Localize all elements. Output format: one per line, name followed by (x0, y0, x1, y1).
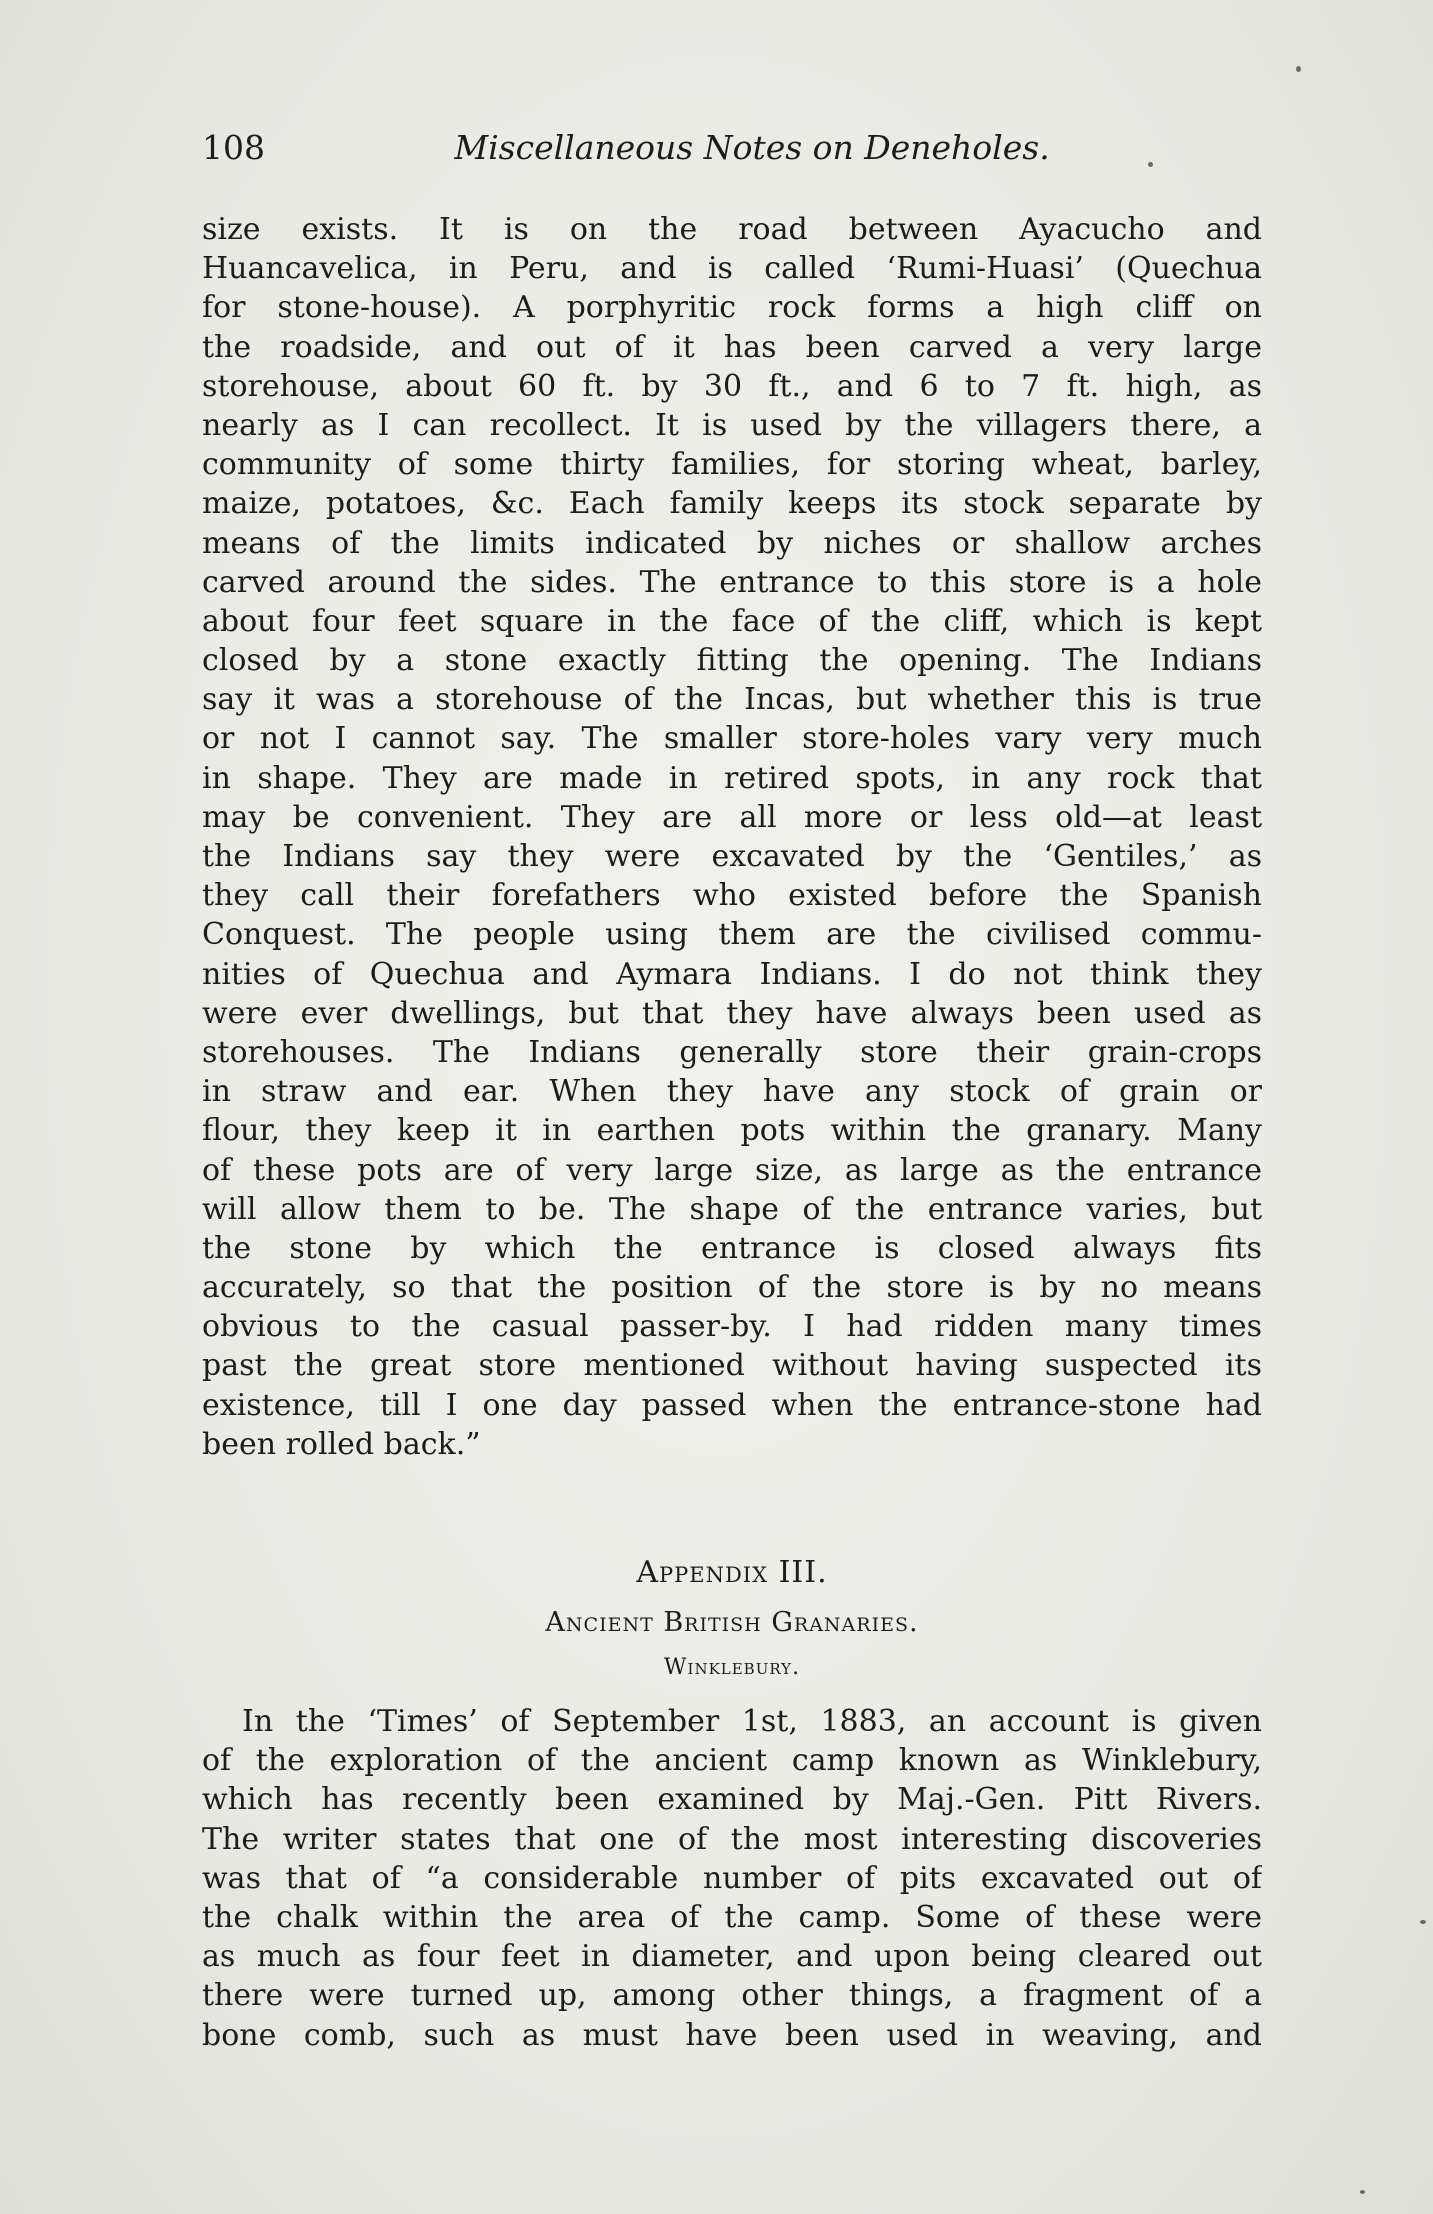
paper-speck (1296, 66, 1301, 72)
text-line: the chalk within the area of the camp. Some of these were (202, 1899, 1262, 1935)
text-line: size exists. It is on the road between Ayacucho and (202, 212, 1262, 247)
text-line: was that of “a considerable number of pits excavated out of (202, 1860, 1262, 1896)
text-line: means of the limits indicated by niches or shallow arches (202, 525, 1262, 561)
text-line: maize, potatoes, &c. Each family keeps its stock separate by (202, 486, 1262, 522)
text-line: In the ‘Times’ of September 1st, 1883, an account is given (242, 1704, 1262, 1739)
text-line: storehouse, about 60 ft. by 30 ft., and 6 to 7 ft. high, as (202, 368, 1262, 404)
text-line: they call their forefathers who existed before the Spanish (202, 878, 1262, 914)
text-line: about four feet square in the face of the cliff, which is kept (202, 603, 1262, 639)
text-line: or not I cannot say. The smaller store-holes vary very much (202, 721, 1262, 757)
text-line: been rolled back.” (202, 1426, 481, 1462)
text-line: flour, they keep it in earthen pots within the granary. Many (202, 1113, 1262, 1149)
appendix-text (202, 1702, 1262, 2055)
text-line: nities of Quechua and Aymara Indians. I do not think they (202, 956, 1262, 992)
body-text (202, 210, 1262, 1464)
appendix-subtitle: Ancient British Granaries. (545, 1607, 919, 1638)
text-line: as much as four feet in diameter, and upon being cleared out (202, 1939, 1262, 1975)
text-line: past the great store mentioned without having suspected its (202, 1348, 1262, 1384)
text-line: say it was a storehouse of the Incas, but whether this is true (202, 682, 1262, 718)
appendix-title: Appendix III. (636, 1555, 828, 1590)
text-line: which has recently been examined by Maj.-Gen. Pitt Rivers. (202, 1782, 1262, 1818)
text-line: community of some thirty families, for storing wheat, barley, (202, 447, 1262, 483)
page-header (202, 128, 1262, 178)
text-line: storehouses. The Indians generally store their grain-crops (202, 1034, 1262, 1070)
text-line: bone comb, such as must have been used in weaving, and (202, 2017, 1262, 2053)
text-line: may be convenient. They are all more or less old—at least (202, 799, 1262, 835)
text-line: there were turned up, among other things, a fragment of a (202, 1978, 1262, 2014)
section-heading: Winklebury. (663, 1655, 801, 1680)
text-line: of the exploration of the ancient camp known as Winklebury, (202, 1743, 1262, 1779)
text-line: the stone by which the entrance is closed always fits (202, 1230, 1262, 1266)
running-title: Miscellaneous Notes on Deneholes. (454, 128, 1050, 167)
text-line: of these pots are of very large size, as large as the entrance (202, 1152, 1262, 1188)
text-line: closed by a stone exactly fitting the opening. The Indians (202, 643, 1262, 679)
text-line: the roadside, and out of it has been carved a very large (202, 329, 1262, 365)
paper-speck (1148, 162, 1153, 167)
text-line: Conquest. The people using them are the civilised commu- (202, 917, 1262, 953)
text-line: will allow them to be. The shape of the entrance varies, but (202, 1191, 1262, 1227)
text-line: Huancavelica, in Peru, and is called ‘Rumi-Huasi’ (Quechua (202, 251, 1262, 287)
text-line: obvious to the casual passer-by. I had ridden many times (202, 1309, 1262, 1345)
page-number: 108 (202, 128, 265, 167)
text-line: for stone-house). A porphyritic rock forms a high cliff on (202, 290, 1262, 326)
text-line: in shape. They are made in retired spots, in any rock that (202, 760, 1262, 796)
text-line: the Indians say they were excavated by the ‘Gentiles,’ as (202, 839, 1262, 874)
paper-speck (1420, 1920, 1426, 1924)
text-line: in straw and ear. When they have any stock of grain or (202, 1074, 1262, 1110)
text-line: The writer states that one of the most interesting discoveries (202, 1821, 1262, 1857)
text-line: accurately, so that the position of the store is by no means (202, 1270, 1262, 1306)
paper-speck (1360, 2190, 1365, 2194)
text-line: were ever dwellings, but that they have always been used as (202, 995, 1262, 1031)
text-line: existence, till I one day passed when the entrance-stone had (202, 1387, 1262, 1423)
text-line: carved around the sides. The entrance to this store is a hole (202, 564, 1262, 600)
text-line: nearly as I can recollect. It is used by the villagers there, a (202, 407, 1262, 443)
